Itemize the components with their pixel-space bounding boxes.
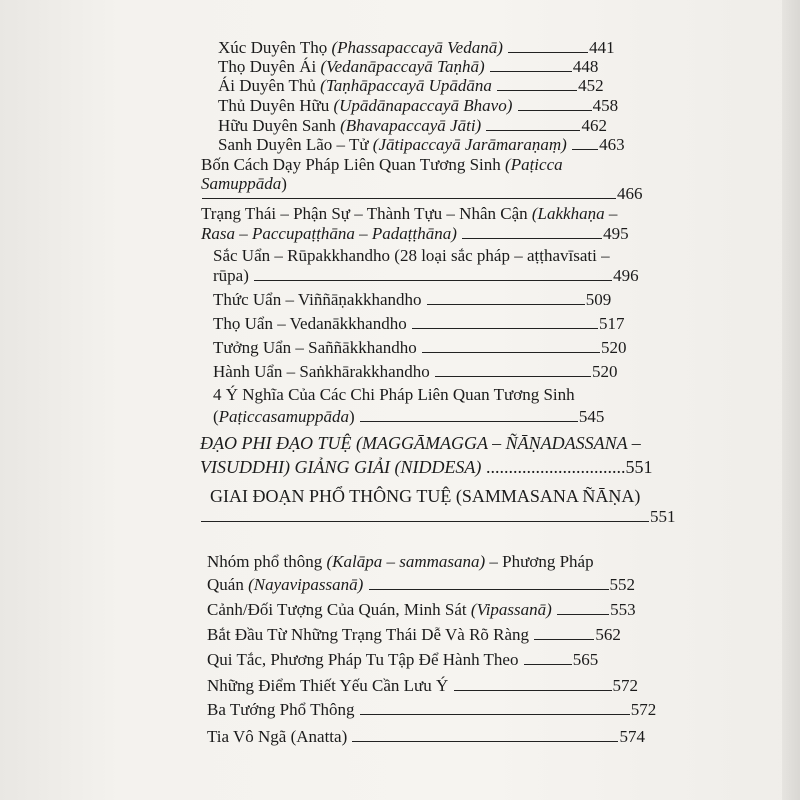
leader-line [427, 290, 585, 305]
leader-line [360, 407, 578, 422]
leader-line [518, 96, 592, 111]
entry-page: 574 [619, 727, 645, 746]
toc-entry [207, 625, 621, 645]
entry-title: Ái Duyên Thủ [218, 76, 321, 95]
toc-entry [201, 224, 629, 244]
leader-line [462, 224, 602, 239]
leader-line [534, 625, 594, 640]
toc-entry [207, 676, 638, 696]
toc-entry [207, 552, 594, 572]
toc-entry [207, 650, 598, 670]
entry-pali: (Bhavapaccayā Jāti) [340, 116, 482, 135]
entry-page: 562 [595, 625, 621, 644]
entry-suffix: – Phương Pháp [485, 552, 594, 571]
entry-page: 495 [603, 224, 629, 243]
entry-page: 452 [578, 76, 604, 95]
entry-page: 496 [613, 266, 639, 285]
toc-entry [213, 266, 639, 286]
toc-entry [207, 727, 645, 747]
leader-line [490, 57, 572, 72]
toc-entry [213, 407, 604, 427]
leader-line [435, 362, 591, 377]
toc-entry [213, 338, 627, 358]
entry-title: Bốn Cách Dạy Pháp Liên Quan Tương Sinh [201, 155, 506, 174]
entry-pali: (Phassapaccayā Vedanā) [331, 38, 503, 57]
leader-line [422, 338, 600, 353]
subsection-title: GIAI ĐOẠN PHỔ THÔNG TUỆ (SAMMASANA ÑĀṆA) [210, 486, 641, 506]
toc-entry [218, 135, 625, 155]
entry-title: Thọ Uẩn – Vedanākkhandho [213, 314, 407, 333]
entry-page: 551 [650, 507, 676, 526]
toc-entry [218, 96, 618, 116]
leader-line [201, 507, 649, 522]
entry-pali: Paṭiccasamuppāda [218, 407, 349, 426]
entry-title: Xúc Duyên Thọ [218, 38, 332, 57]
entry-page: 441 [589, 38, 615, 57]
entry-pali: (Vedanāpaccayā Taṇhā) [320, 57, 485, 76]
leader-line [369, 575, 609, 590]
toc-entry [213, 385, 575, 405]
leader-line [254, 266, 612, 281]
entry-title: 4 Ý Nghĩa Của Các Chi Pháp Liên Quan Tương Sinh [213, 385, 575, 404]
leader-line [572, 135, 598, 150]
entry-title: Sắc Uẩn – Rūpakkhandho (28 loại sắc pháp – aṭṭhavīsati – [213, 246, 610, 265]
entry-open-paren: ( [213, 407, 219, 426]
toc-entry [213, 362, 617, 382]
entry-pali: (Upādānapaccayā Bhavo) [333, 96, 513, 115]
leader-line [454, 676, 612, 691]
entry-page: 463 [599, 135, 625, 154]
section-title: VISUDDHI) GIẢNG GIẢI (NIDDESA) [200, 457, 486, 477]
entry-pali: Samuppāda [201, 174, 282, 193]
entry-title: Quán [207, 575, 249, 594]
entry-suffix: ) [281, 174, 287, 193]
entry-title: Tia Vô Ngã (Anatta) [207, 727, 348, 746]
entry-title: Hữu Duyên Sanh [218, 116, 341, 135]
dot-leader: ............................... [485, 457, 626, 477]
toc-entry [207, 600, 636, 620]
entry-pali: (Paṭicca [505, 155, 563, 174]
toc-entry-continuation [200, 507, 676, 527]
entry-pali: (Lakkhaṇa – [531, 204, 618, 223]
leader-line [557, 600, 609, 615]
entry-title: Nhóm phổ thông [207, 552, 327, 571]
entry-title: Thủ Duyên Hữu [218, 96, 334, 115]
leader-line [202, 184, 616, 199]
book-spine [782, 0, 800, 800]
entry-page: 572 [612, 676, 639, 695]
entry-title: Những Điểm Thiết Yếu Cần Lưu Ý [207, 676, 449, 695]
entry-pali: (Jātipaccayā Jarāmaraṇaṃ) [372, 135, 567, 154]
entry-page: 466 [617, 184, 643, 203]
entry-page: 552 [609, 575, 636, 594]
toc-entry [218, 57, 598, 77]
entry-page: 448 [572, 57, 599, 76]
leader-line [486, 116, 580, 131]
entry-title: Bắt Đầu Từ Những Trạng Thái Dễ Và Rõ Ràng [207, 625, 530, 644]
leader-line [360, 700, 630, 715]
entry-page: 520 [591, 362, 618, 381]
entry-pali: (Vipassanā) [470, 600, 552, 619]
entry-pali: (Nayavipassanā) [248, 575, 364, 594]
toc-entry [218, 116, 607, 136]
toc-subsection-heading [210, 486, 640, 506]
entry-pali: Rasa – Paccupaṭṭhāna – Padaṭṭhāna) [201, 224, 457, 243]
toc-entry [207, 700, 656, 720]
leader-line [508, 38, 588, 53]
toc-entry [213, 246, 610, 266]
toc-entry [207, 575, 635, 595]
entry-title: Ba Tướng Phổ Thông [207, 700, 355, 719]
entry-page: 553 [610, 600, 636, 619]
entry-page: 517 [598, 314, 625, 333]
leader-line [412, 314, 598, 329]
leader-line [497, 76, 577, 91]
entry-title: Trạng Thái – Phận Sự – Thành Tựu – Nhân Cận [201, 204, 532, 223]
entry-title: Qui Tắc, Phương Pháp Tu Tập Để Hành Theo [207, 650, 519, 669]
entry-page: 565 [572, 650, 599, 669]
entry-title: Hành Uẩn – Saṅkhārakkhandho [213, 362, 430, 381]
toc-entry [218, 38, 615, 58]
leader-line [352, 727, 618, 742]
entry-title: Thọ Duyên Ái [218, 57, 321, 76]
entry-page: 545 [578, 407, 605, 426]
entry-page: 520 [601, 338, 627, 357]
section-title: ĐẠO PHI ĐẠO TUỆ (MAGGĀMAGGA – ÑĀṆADASSANA – [200, 433, 641, 453]
entry-page: 458 [592, 96, 619, 115]
toc-section-heading [200, 433, 641, 453]
entry-pali: (Kalāpa – sammasana) [326, 552, 486, 571]
toc-entry [218, 76, 604, 96]
entry-title: Cảnh/Đối Tượng Của Quán, Minh Sát [207, 600, 471, 619]
entry-page: 462 [581, 116, 607, 135]
toc-entry-continuation [201, 184, 643, 204]
entry-title: Thức Uẩn – Viññāṇakkhandho [213, 290, 422, 309]
entry-suffix: ) [349, 407, 355, 426]
entry-title: rūpa) [213, 266, 249, 285]
entry-page: 572 [630, 700, 657, 719]
leader-line [524, 650, 572, 665]
entry-title: Tưởng Uẩn – Saññākkhandho [213, 338, 417, 357]
toc-entry [213, 314, 624, 334]
entry-page: 509 [585, 290, 612, 309]
entry-pali: (Taṇhāpaccayā Upādāna [320, 76, 492, 95]
toc-entry [201, 204, 617, 224]
entry-title: Sanh Duyên Lão – Tử [218, 135, 373, 154]
toc-entry [201, 155, 563, 175]
toc-section-heading [200, 457, 652, 477]
toc-entry [213, 290, 611, 310]
entry-page: 551 [625, 457, 653, 477]
